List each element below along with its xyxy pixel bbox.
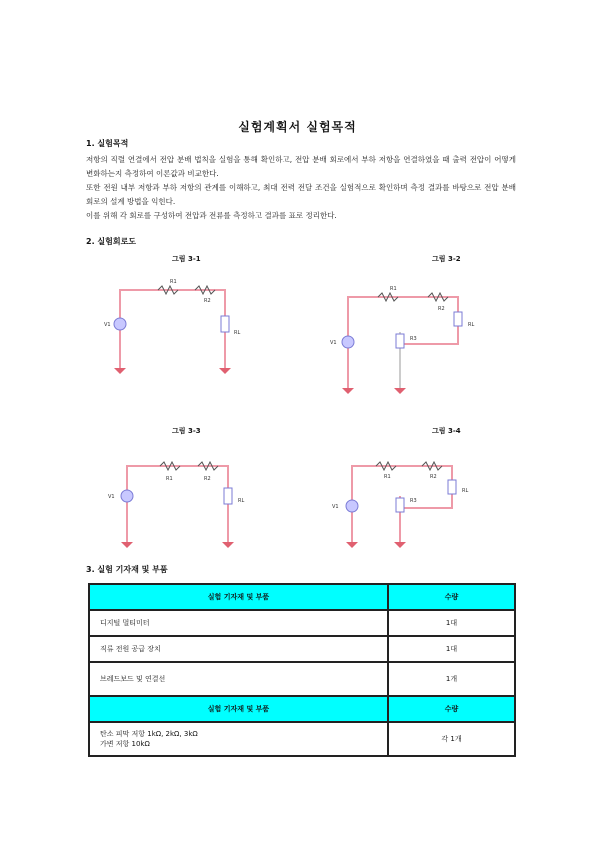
load-resistor-icon bbox=[221, 316, 229, 332]
r1-label: R1 bbox=[166, 476, 173, 482]
section-heading-circuits: 2. 실험회로도 bbox=[86, 237, 137, 246]
source-label: V1 bbox=[332, 504, 339, 510]
voltage-source-icon bbox=[114, 318, 126, 330]
circuit-diagram-1 bbox=[100, 272, 260, 384]
header-cell: 실험 기자재 및 부품 bbox=[89, 584, 388, 610]
table-cell: 브레드보드 및 연결선 bbox=[89, 662, 388, 696]
r2-label: R2 bbox=[204, 298, 211, 304]
load-label: RL bbox=[468, 322, 475, 328]
load-resistor-icon bbox=[454, 312, 462, 326]
paragraph: 이를 위해 각 회로를 구성하여 전압과 전류를 측정하고 결과를 표로 정리한다. bbox=[86, 211, 337, 220]
ground-icon bbox=[222, 528, 234, 548]
table-cell: 직류 전원 공급 장치 bbox=[89, 636, 388, 662]
table-cell: 1대 bbox=[388, 636, 515, 662]
table-header-row bbox=[89, 696, 515, 722]
figure-label: 그림 3-2 bbox=[432, 255, 461, 263]
header-cell: 실험 기자재 및 부품 bbox=[89, 696, 388, 722]
section-heading-equipment: 3. 실험 기자재 및 부품 bbox=[86, 565, 168, 574]
ground-icon bbox=[394, 388, 406, 394]
load-resistor-icon bbox=[448, 480, 456, 494]
table-cell: 1대 bbox=[388, 610, 515, 636]
r2-label: R2 bbox=[438, 306, 445, 312]
source-label: V1 bbox=[108, 494, 115, 500]
ground-icon bbox=[394, 542, 406, 548]
table-row bbox=[89, 722, 515, 756]
circuit-diagram-2 bbox=[328, 282, 498, 402]
table-row bbox=[89, 610, 515, 636]
header-cell: 수량 bbox=[388, 584, 515, 610]
load-resistor-icon bbox=[224, 488, 232, 504]
table-cell bbox=[89, 722, 388, 756]
cell-line: 탄소 피막 저항 1kΩ, 2kΩ, 3kΩ bbox=[100, 730, 198, 738]
document-title: 실험계획서 실험목적 bbox=[238, 120, 357, 134]
r1-label: R1 bbox=[384, 474, 391, 480]
header-cell: 수량 bbox=[388, 696, 515, 722]
r1-label: R1 bbox=[390, 286, 397, 292]
r1-label: R1 bbox=[170, 279, 177, 285]
voltage-source-icon bbox=[342, 336, 354, 348]
ground-icon bbox=[346, 532, 358, 548]
load-label: RL bbox=[462, 488, 469, 494]
source-label: V1 bbox=[330, 340, 337, 346]
table-row bbox=[89, 636, 515, 662]
load-label: RL bbox=[238, 498, 245, 504]
load-label: RL bbox=[234, 330, 241, 336]
voltage-source-icon bbox=[121, 490, 133, 502]
circuit-diagram-4 bbox=[330, 456, 495, 556]
table-cell: 각 1개 bbox=[388, 722, 515, 756]
resistor-r3-icon bbox=[396, 334, 404, 348]
resistor-r3-icon bbox=[396, 498, 404, 512]
voltage-source-icon bbox=[346, 500, 358, 512]
table-cell: 디지털 멀티미터 bbox=[89, 610, 388, 636]
figure-label: 그림 3-4 bbox=[432, 427, 461, 435]
r3-label: R3 bbox=[410, 498, 417, 504]
circuit-diagram-3 bbox=[100, 456, 260, 556]
ground-icon bbox=[342, 362, 354, 394]
ground-icon bbox=[219, 350, 231, 374]
section-heading-purpose: 1. 실험목적 bbox=[86, 139, 129, 148]
ground-icon bbox=[121, 528, 133, 548]
table-header-row bbox=[89, 584, 515, 610]
r3-label: R3 bbox=[410, 336, 417, 342]
purpose-paragraphs bbox=[86, 153, 516, 223]
table-cell: 1개 bbox=[388, 662, 515, 696]
paragraph: 저항의 직렬 연결에서 전압 분배 법칙을 실험을 통해 확인하고, 전압 분배 회로에서 부하 저항을 연결하였을 때 출력 전압이 어떻게 변화하는지 측정하여 이론값과 비교한다. bbox=[86, 155, 516, 178]
figure-label: 그림 3-3 bbox=[172, 427, 201, 435]
table-row bbox=[89, 662, 515, 696]
equipment-table bbox=[88, 583, 516, 757]
paragraph: 또한 전원 내부 저항과 부하 저항의 관계를 이해하고, 최대 전력 전달 조건을 실험적으로 확인하며 측정 결과를 바탕으로 전압 분배 회로의 설계 방법을 익힌다. bbox=[86, 183, 516, 206]
ground-icon bbox=[114, 350, 126, 374]
r2-label: R2 bbox=[204, 476, 211, 482]
r2-label: R2 bbox=[430, 474, 437, 480]
source-label: V1 bbox=[104, 322, 111, 328]
figure-label: 그림 3-1 bbox=[172, 255, 201, 263]
cell-line: 가변 저항 10kΩ bbox=[100, 740, 150, 748]
